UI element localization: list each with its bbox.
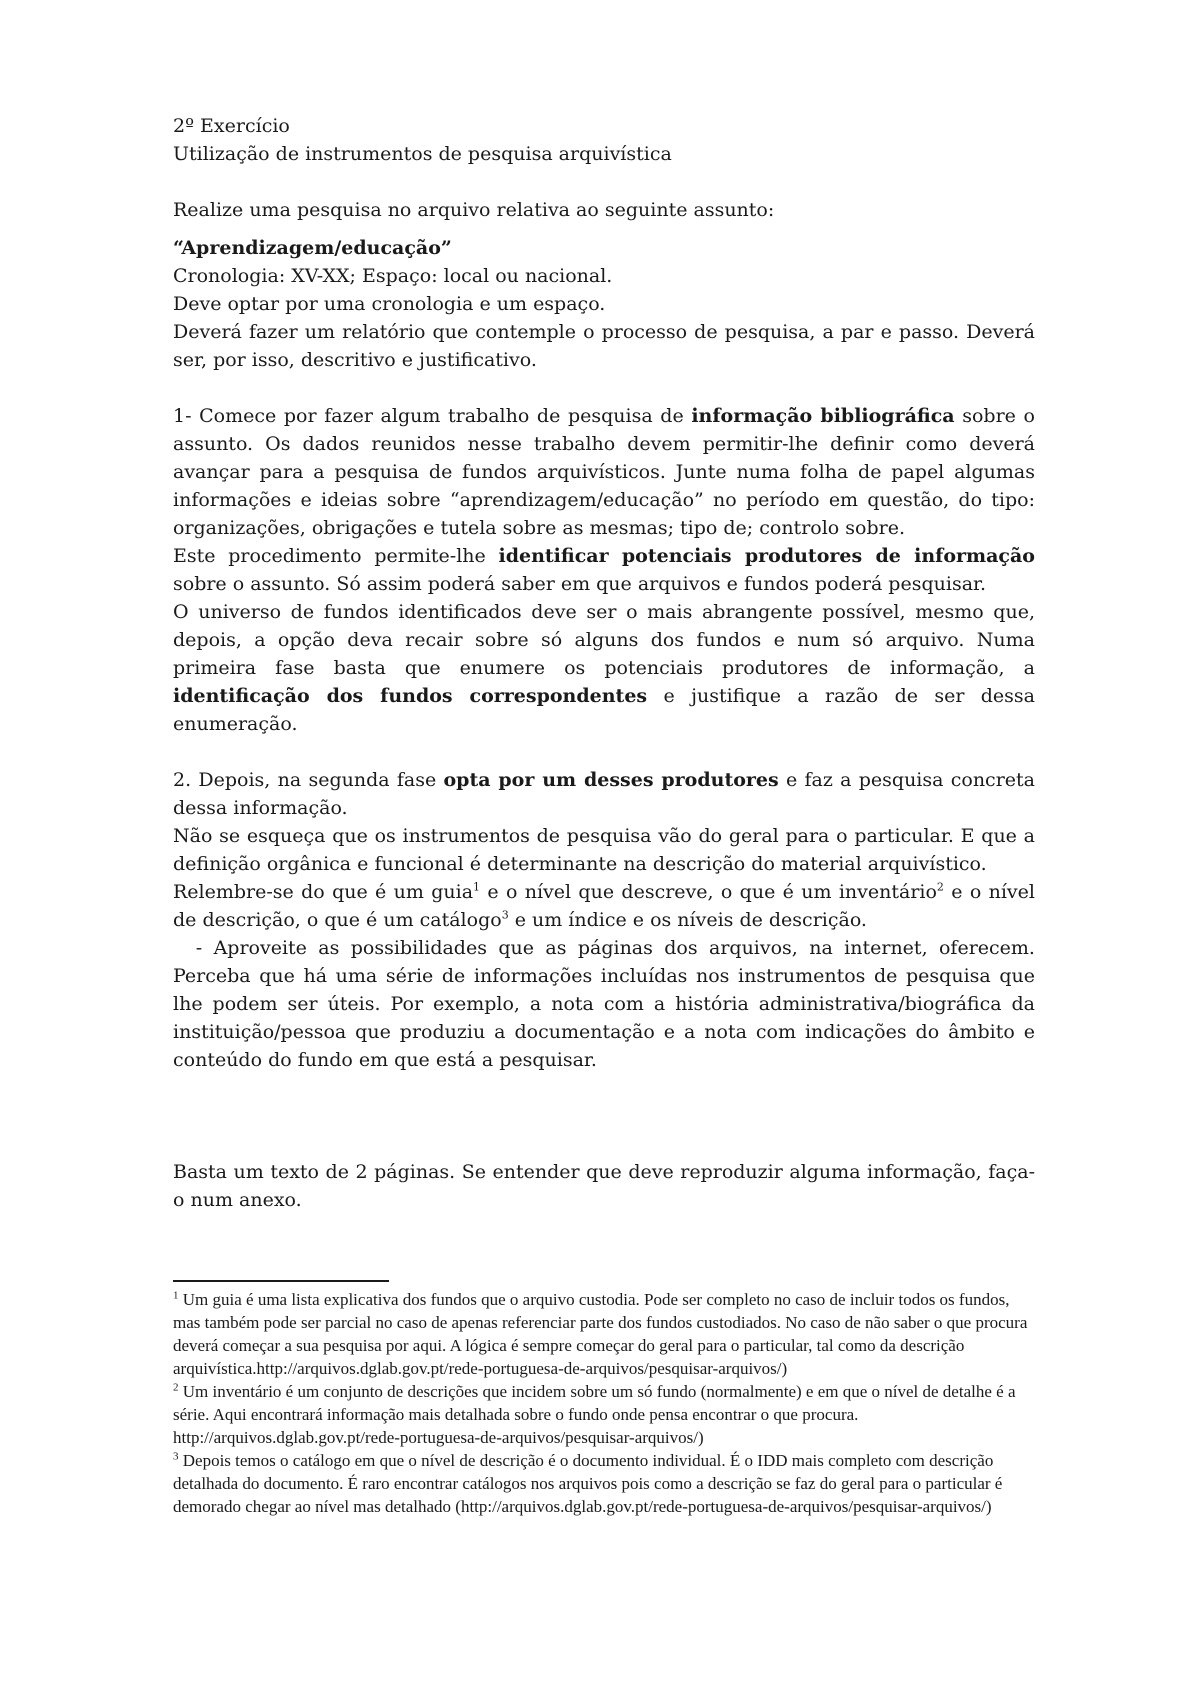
subject-text: “Aprendizagem/educação” [173, 237, 452, 259]
footnote-text-2: Um inventário é um conjunto de descrições que incidem sobre um só fundo (normalmente) e em que o nível de detalhe é a série. Aqui encontrará informação mais detalhada sobre o fundo onde pensa encontrar o que procura. http://arquivos.dglab.gov.pt/rede-portuguesa-de-arquivos/pesquisar-arquivos/) [173, 1382, 1016, 1447]
footnote-number-3: 3 [173, 1450, 179, 1463]
step1-paragraph-c [173, 598, 1035, 738]
step2-paragraph-c [173, 878, 1035, 934]
footnote-text-1: Um guia é uma lista explicativa dos fundos que o arquivo custodia. Pode ser completo no caso de incluir todos os fundos, mas também pode ser parcial no caso de apenas referenciar parte dos fundos custodiados. No caso de não saber o que procura deverá começar a sua pesquisa por aqui. A lógica é sempre começar do geral para o particular, tal como da descrição arquivística.http://arquivos.dglab.gov.pt/rede-portuguesa-de-arquivos/pesquisar-arquivos/) [173, 1290, 1028, 1378]
step1-b-text-2: sobre o assunto. Só assim poderá saber em que arquivos e fundos poderá pesquisar. [173, 573, 987, 595]
subject-heading [173, 234, 1035, 262]
step2-c-text-4: e um índice e os níveis de descrição. [508, 909, 867, 931]
footnote-3 [173, 1449, 1035, 1518]
spacer [173, 374, 1035, 402]
spacer [173, 168, 1035, 196]
step2-paragraph-a [173, 766, 1035, 822]
footnote-number-2: 2 [173, 1381, 179, 1394]
footnote-1 [173, 1288, 1035, 1380]
intro-prompt: Realize uma pesquisa no arquivo relativa ao seguinte assunto: [173, 199, 775, 221]
footnote-divider [173, 1280, 389, 1282]
step2-c-text-3: e o nível de descrição, o que é um catálogo [173, 881, 1035, 931]
step2-a-bold: opta por um desses produtores [443, 769, 779, 791]
footnotes-section [173, 1280, 1035, 1518]
footnote-text-3: Depois temos o catálogo em que o nível de descrição é o documento individual. É o IDD mais completo com descrição detalhada do documento. É raro encontrar catálogos nos arquivos pois como a descrição se faz do geral para o particular é demorado chegar ao nível mas detalhado (http://arquivos.dglab.gov.pt/rede-portuguesa-de-arquivos/pesquisar-arquivos/) [173, 1451, 1003, 1516]
spacer [173, 738, 1035, 766]
spacer [173, 224, 1035, 234]
step1-b-text: Este procedimento permite-lhe [173, 545, 499, 567]
report-paragraph: Deverá fazer um relatório que contemple o processo de pesquisa, a par e passo. Deverá ser, por isso, descritivo e justificativo. [173, 321, 1035, 371]
step2-c-text-2: e o nível que descreve, o que é um inventário [480, 881, 937, 903]
closing-paragraph: Basta um texto de 2 páginas. Se entender que deve reproduzir alguma informação, faça-o num anexo. [173, 1161, 1035, 1211]
footnote-ref-2[interactable]: 2 [936, 880, 944, 894]
chronology-line: Cronologia: XV-XX; Espaço: local ou nacional. [173, 265, 613, 287]
exercise-number: 2º Exercício [173, 115, 290, 137]
step1-b-bold: identificar potenciais produtores de informação [498, 545, 1035, 567]
footnote-2 [173, 1380, 1035, 1449]
step1-a-bold: informação bibliográfica [691, 405, 955, 427]
document-title: Utilização de instrumentos de pesquisa arquivística [173, 143, 672, 165]
step1-c-bold: identificação dos fundos correspondentes [173, 685, 648, 707]
step2-paragraph-b: Não se esqueça que os instrumentos de pesquisa vão do geral para o particular. E que a definição orgânica e funcional é determinante na descrição do material arquivístico. [173, 825, 1035, 875]
step2-c-text: Relembre-se do que é um guia [173, 881, 474, 903]
step1-c-text-2: e justifique a razão de ser dessa enumeração. [173, 685, 1035, 735]
step1-paragraph-a [173, 402, 1035, 542]
choose-line: Deve optar por uma cronologia e um espaço. [173, 293, 606, 315]
step2-a-text: 2. Depois, na segunda fase [173, 769, 444, 791]
document-body [173, 112, 1042, 1214]
step2-paragraph-d: - Aproveite as possibilidades que as páginas dos arquivos, na internet, oferecem. Perceba que há uma série de informações incluídas nos instrumentos de pesquisa que lhe podem ser úteis. Por exemplo, a nota com a história administrativa/biográfica da instituição/pessoa que produziu a documentação e a nota com indicações do âmbito e conteúdo do fundo em que está a pesquisar. [173, 937, 1042, 1071]
step1-a-text-2: sobre o assunto. Os dados reunidos nesse trabalho devem permitir-lhe definir como deverá avançar para a pesquisa de fundos arquivísticos. Junte numa folha de papel algumas informações e ideias sobre “aprendizagem/educação” no período em questão, do tipo: organizações, obrigações e tutela sobre as mesmas; tipo de; controlo sobre. [173, 405, 1035, 539]
step1-c-text: O universo de fundos identificados deve ser o mais abrangente possível, mesmo que, depois, a opção deva recair sobre só alguns dos fundos e num só arquivo. Numa primeira fase basta que enumere os potenciais produtores de informação, a [173, 601, 1035, 679]
step1-a-text: 1- Comece por fazer algum trabalho de pesquisa de [173, 405, 692, 427]
step2-a-text-2: e faz a pesquisa concreta dessa informação. [173, 769, 1035, 819]
step1-paragraph-b [173, 542, 1035, 598]
footnote-ref-1[interactable]: 1 [473, 880, 481, 894]
footnote-number-1: 1 [173, 1289, 179, 1302]
footnote-ref-3[interactable]: 3 [501, 908, 509, 922]
spacer [173, 1074, 1035, 1158]
